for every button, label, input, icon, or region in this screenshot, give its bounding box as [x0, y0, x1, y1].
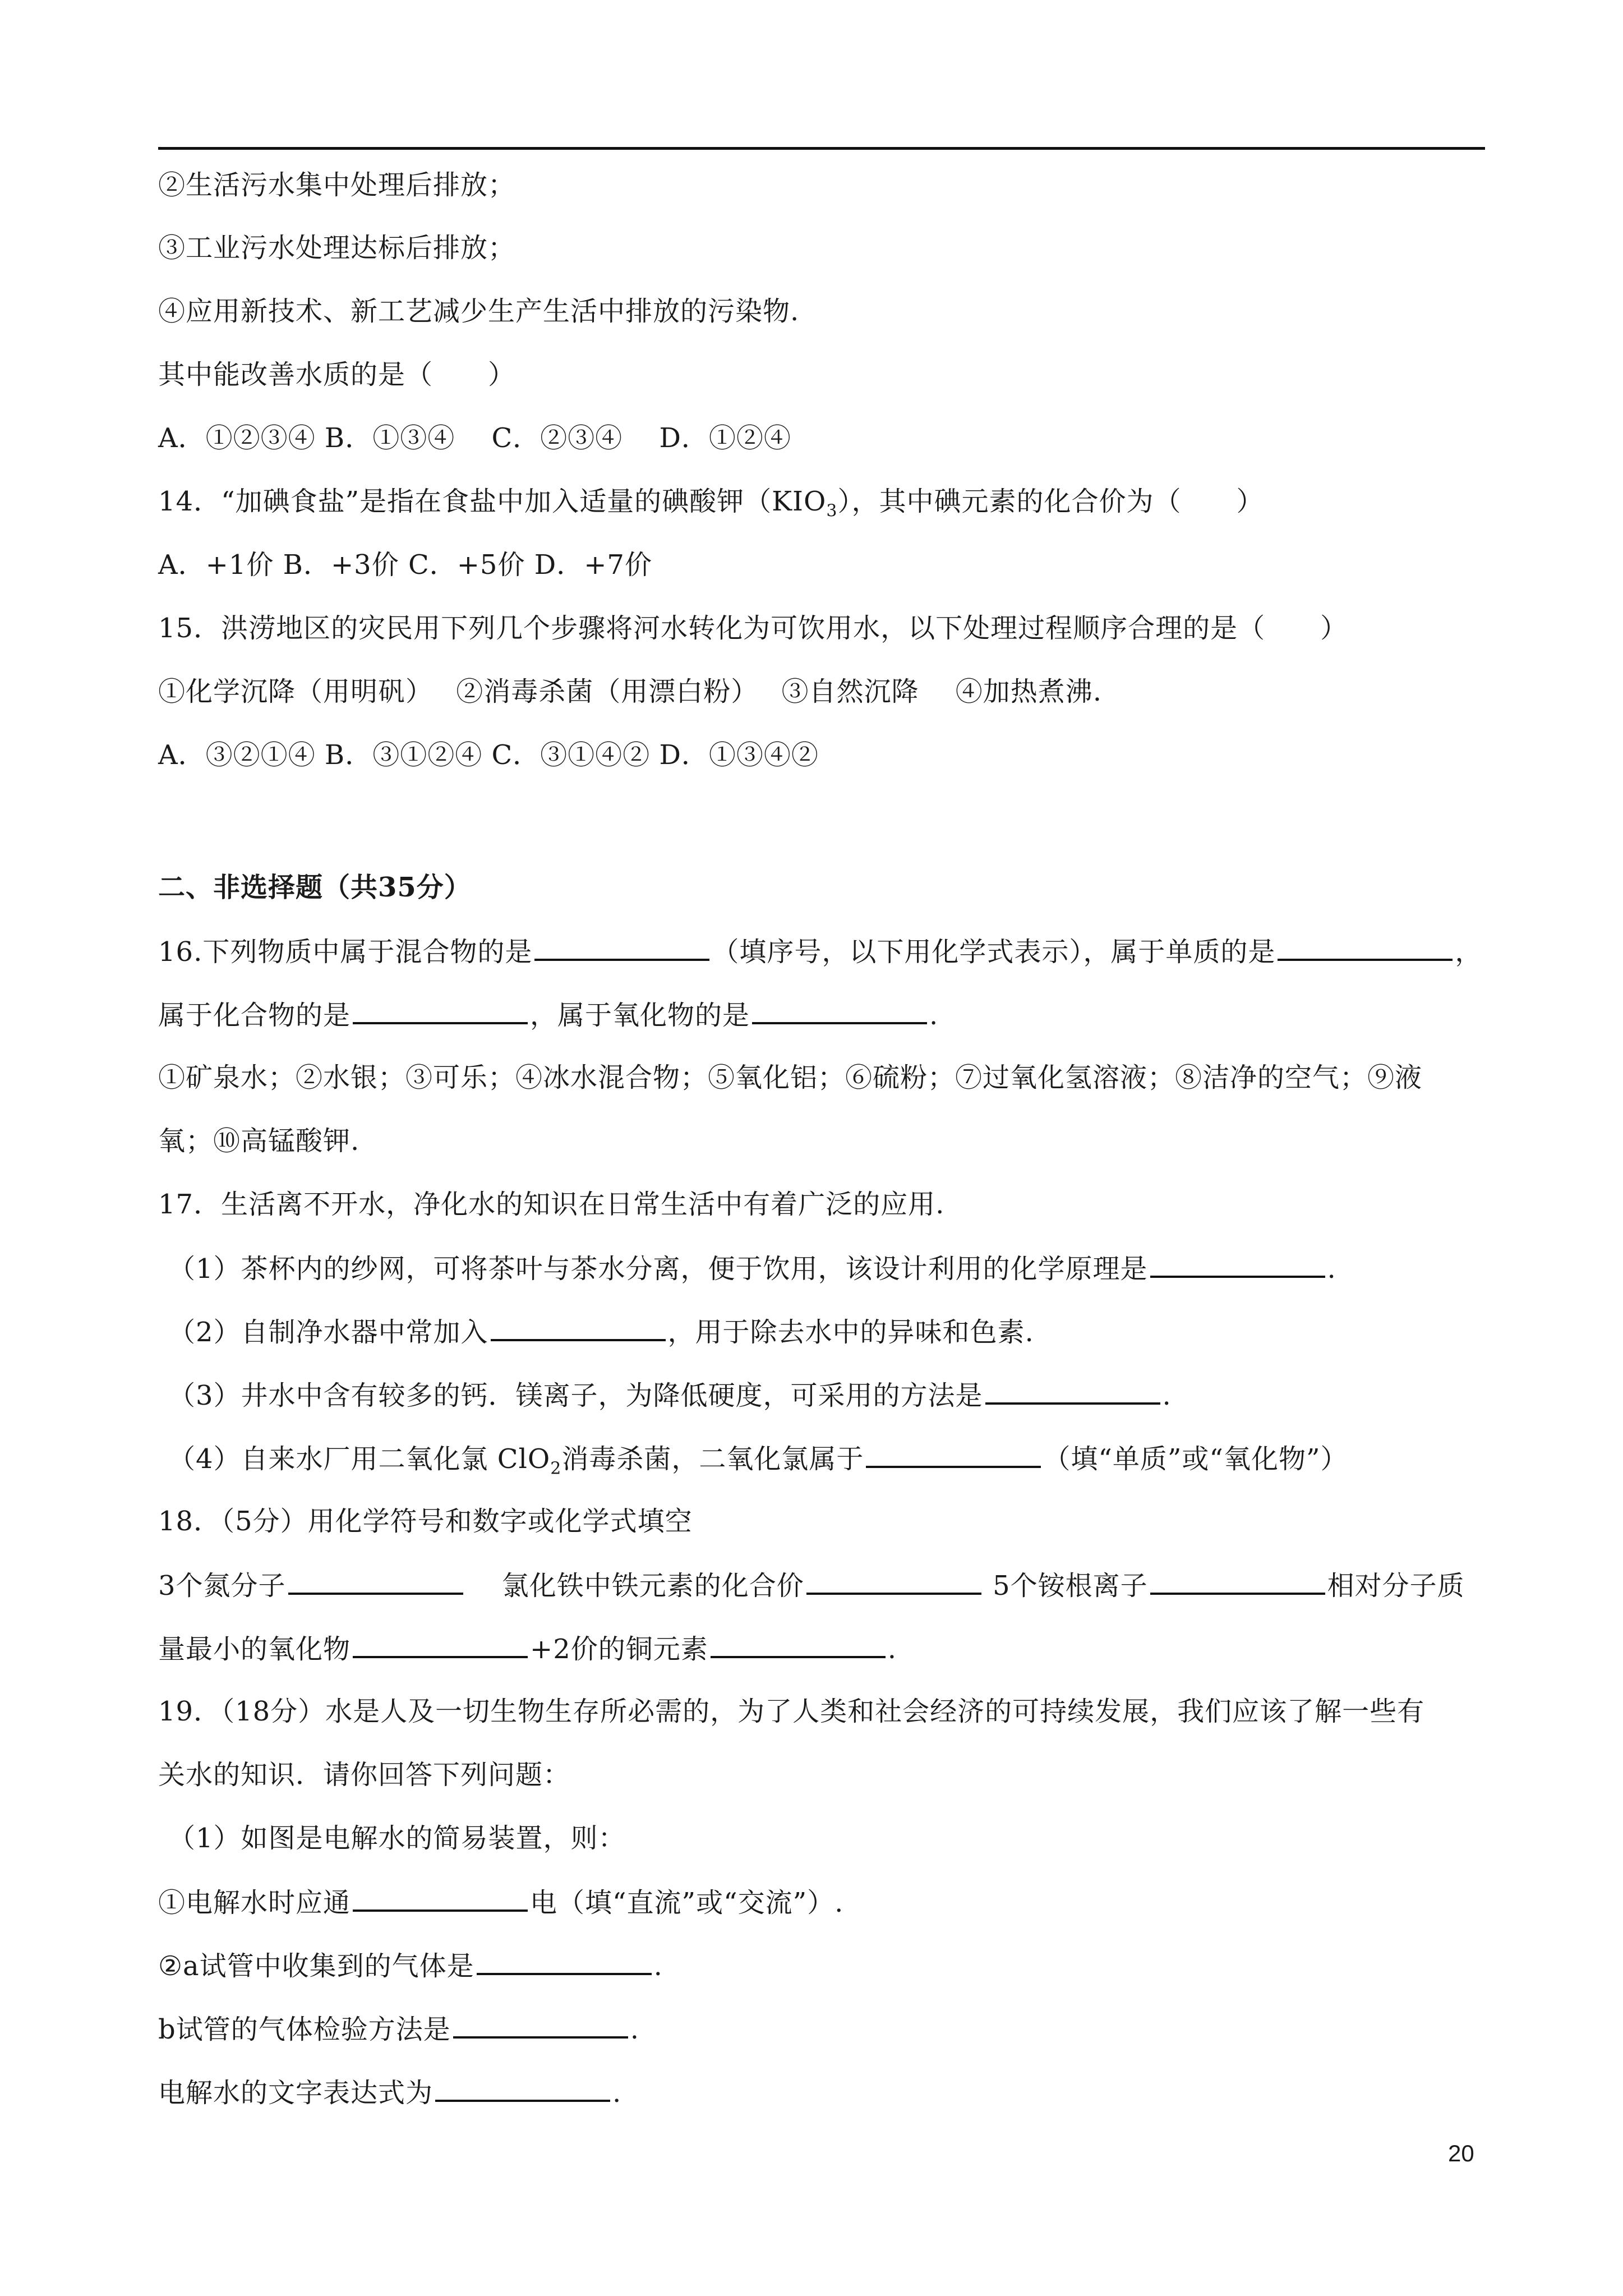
answer-blank[interactable]: [353, 997, 528, 1024]
q13-item-2: ②生活污水集中处理后排放；: [158, 169, 516, 201]
q16-substances: ①矿泉水；②水银；③可乐；④冰水混合物；⑤氧化铝；⑥硫粉；⑦过氧化氢溶液；⑧洁净的空气；⑨液: [158, 1062, 1423, 1093]
q19-stem-cont: 关水的知识．请你回答下列问题：: [158, 1759, 571, 1791]
answer-blank[interactable]: [353, 1885, 528, 1912]
q17-part-3: （3）井水中含有较多的钙．镁离子，为降低硬度，可采用的方法是 .: [168, 1378, 1172, 1412]
q16-line-1: 16.下列物质中属于混合物的是 （填序号，以下用化学式表示），属于单质的是 ，: [158, 934, 1482, 969]
q17-part-1: （1）茶杯内的纱网，可将茶叶与茶水分离，便于饮用，该设计利用的化学原理是 .: [168, 1251, 1336, 1286]
q19-sub-1: ①电解水时应通 电（填“直流”或“交流”）.: [158, 1885, 843, 1920]
answer-blank[interactable]: [711, 1631, 886, 1658]
answer-blank[interactable]: [288, 1568, 463, 1595]
q14-stem: 14．“加碘食盐”是指在食盐中加入适量的碘酸钾$(KIO_3)$，其中碘元素的化合价为（ ）: [158, 486, 1264, 521]
q13-options: A．①②③④ B．①③④ C．②③④ D．①②④: [158, 422, 791, 454]
q19-sub-2: ②a试管中收集到的气体是 .: [158, 1948, 663, 1983]
answer-blank[interactable]: [1278, 934, 1453, 961]
q17-part-2: （2）自制净水器中常加入 ，用于除去水中的异味和色素.: [168, 1314, 1034, 1349]
q18-line-1: 3个氮分子 氯化铁中铁元素的化合价 5个铵根离子 相对分子质: [158, 1568, 1465, 1603]
q15-steps: ①化学沉降（用明矾） ②消毒杀菌（用漂白粉） ③自然沉降 ④加热煮沸.: [158, 676, 1103, 707]
answer-blank[interactable]: [453, 2012, 628, 2039]
answer-blank[interactable]: [491, 1314, 666, 1341]
q19-part-1: （1）如图是电解水的简易装置，则：: [168, 1823, 626, 1854]
answer-blank[interactable]: [435, 2075, 610, 2102]
page-number: 20: [1448, 2140, 1474, 2166]
answer-blank[interactable]: [1150, 1568, 1325, 1595]
answer-blank[interactable]: [985, 1378, 1160, 1405]
q19-stem: 19．（18分）水是人及一切生物生存所必需的，为了人类和社会经济的可持续发展，我们应该了解一些有: [158, 1696, 1425, 1727]
q17-stem: 17．生活离不开水，净化水的知识在日常生活中有着广泛的应用.: [158, 1189, 945, 1220]
q19-sub-3: b试管的气体检验方法是 .: [158, 2012, 639, 2046]
q19-sub-4: 电解水的文字表达式为 .: [158, 2075, 621, 2110]
q13-item-3: ③工业污水处理达标后排放；: [158, 232, 516, 264]
answer-blank[interactable]: [866, 1441, 1041, 1468]
answer-blank[interactable]: [353, 1631, 528, 1658]
q14-options: A．+1价 B．+3价 C．+5价 D．+7价: [158, 549, 652, 581]
q13-item-4: ④应用新技术、新工艺减少生产生活中排放的污染物.: [158, 296, 800, 327]
q18-line-2: 量最小的氧化物 +2价的铜元素 .: [158, 1631, 897, 1666]
q16-line-2: 属于化合物的是 ，属于氧化物的是 .: [158, 997, 938, 1032]
answer-blank[interactable]: [806, 1568, 981, 1595]
q13-stem: 其中能改善水质的是（ ）: [158, 359, 516, 390]
answer-blank[interactable]: [752, 997, 927, 1024]
answer-blank[interactable]: [477, 1948, 652, 1975]
q15-stem: 15．洪涝地区的灾民用下列几个步骤将河水转化为可饮用水，以下处理过程顺序合理的是（ ）: [158, 613, 1348, 644]
q15-options: A．③②①④ B．③①②④ C．③①④② D．①③④②: [158, 739, 819, 771]
section-heading: 二、非选择题（共35分）: [158, 872, 472, 903]
q18-stem: 18．（5分）用化学符号和数字或化学式填空: [158, 1506, 693, 1537]
answer-blank[interactable]: [534, 934, 709, 961]
header-rule: [158, 147, 1485, 150]
q17-part-4: （4）自来水厂用二氧化氯 ClO$_2$消毒杀菌，二氧化氯属于 （填“单质”或“氧化物”）: [168, 1441, 1348, 1486]
answer-blank[interactable]: [1150, 1251, 1325, 1278]
q16-substances-cont: 氧；⑩高锰酸钾.: [158, 1125, 360, 1157]
